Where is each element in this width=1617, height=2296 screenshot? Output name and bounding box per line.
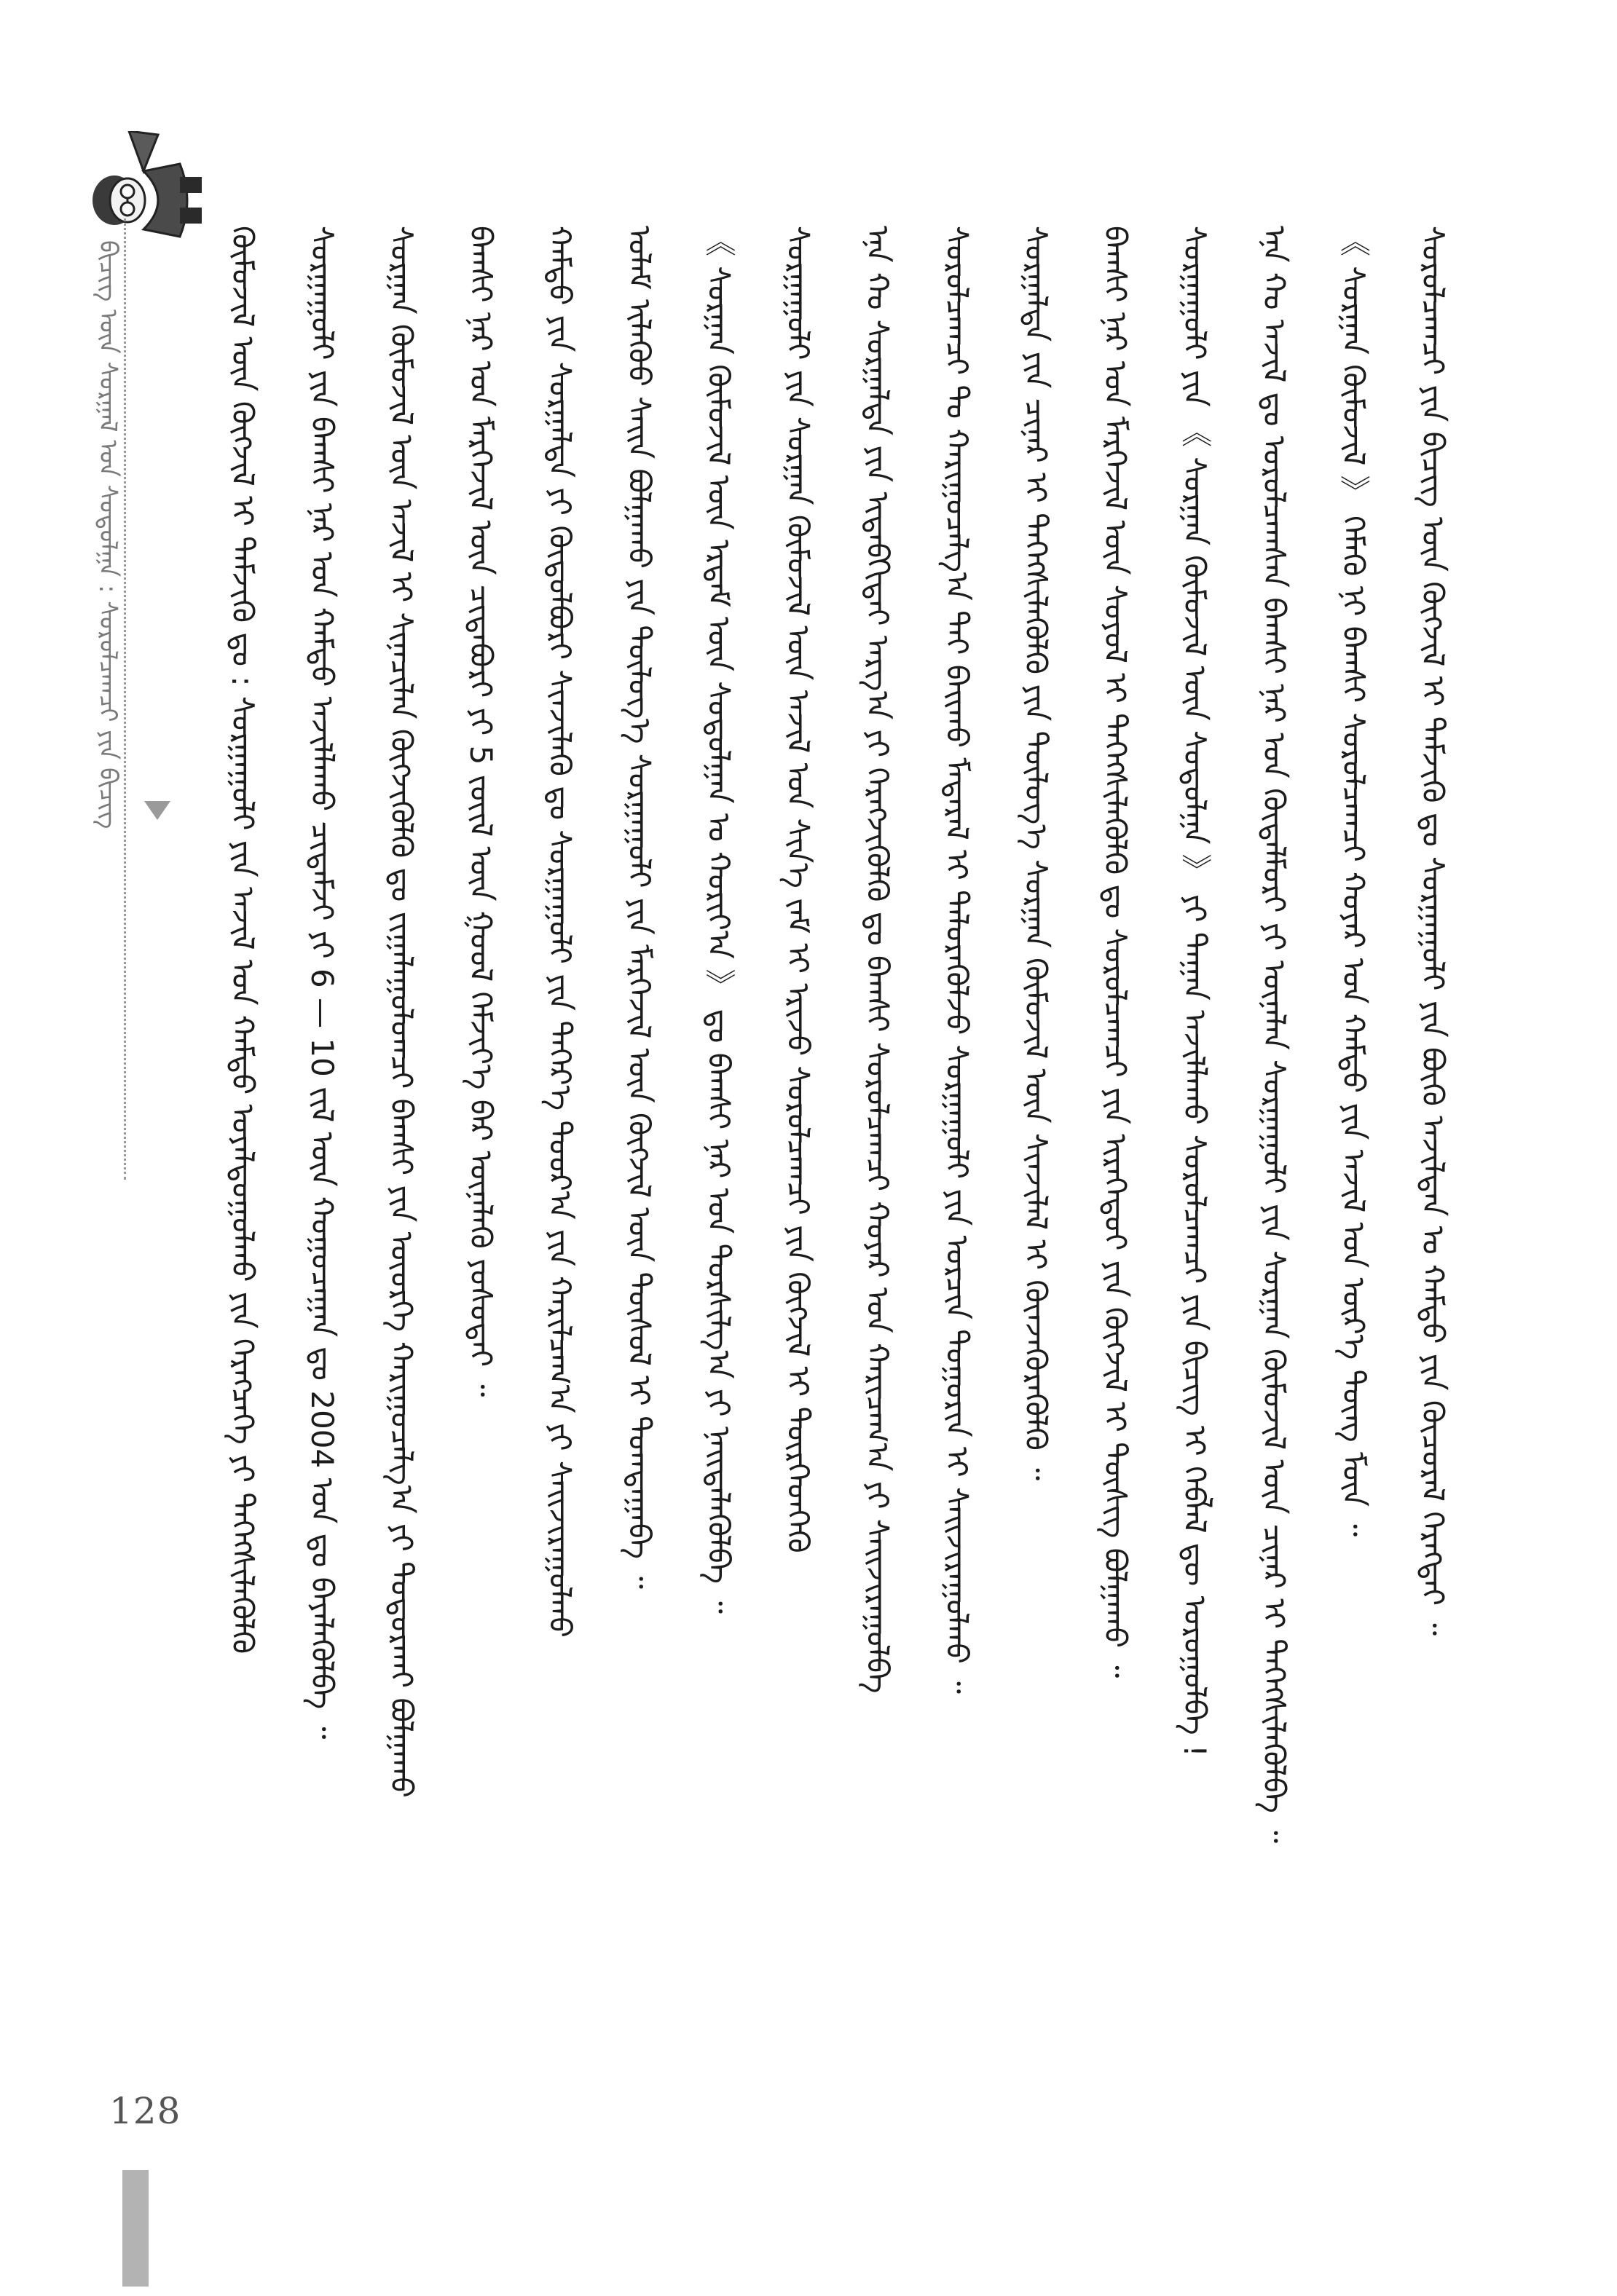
text-column: ᠰᠤᠷᠭᠠᠨ ᠬᠦᠮᠦᠵᠢᠯ ᠦᠨ ᠠᠵᠢᠯ ᠢ ᠰᠢᠨᠡᠴᠢᠯᠡᠨ ᠬᠥᠭᠵᠢᠭᠦᠯᠬᠦ ᠳᠤ ᠵᠢᠭᠠᠯᠠᠭᠤᠯᠤᠭᠴᠢ ᠪᠠᠭᠰᠢ ᠶᠢᠨ ᠦᠦᠷᠭᠡ ᠬᠠᠷᠢᠭᠤᠴᠠᠯᠭ᠎ᠠ ᠶᠢ ᠲᠣᠳᠣᠷᠬᠠᠶ ᠪᠣᠯᠭᠠᠬᠤ <box>383 226 420 1798</box>
text-column: 《 ᠰᠤᠷᠭᠠᠨ ᠬᠦᠮᠦᠵᠢᠯ ᠦᠨ ᠡᠷᠳᠡᠮ ᠦᠨ ᠰᠤᠳᠤᠯᠭᠠᠨ ᠤ ᠬᠣᠷᠢᠶ᠎ᠠ 》 ᠳᠤ ᠪᠠᠭᠰᠢ ᠨᠠᠷ ᠤᠨ ᠲᠤᠷᠰᠢᠯᠭ᠎ᠠ ᠶᠢ ᠨᠡᠢᠲᠡᠯᠡᠭᠦᠯᠪᠡ ᠃ <box>701 226 737 1614</box>
text-column: ᠰᠤᠷᠤᠯᠴᠠᠭᠴᠢ ᠶᠢᠨ ᠪᠢᠴᠢᠭ ᠦᠨ ᠬᠥᠭᠵᠢᠯ ᠢ ᠳᠡᠮᠵᠢᠬᠦ ᠳᠤ ᠰᠤᠷᠭᠠᠭᠤᠯᠢ ᠶᠢᠨ ᠪᠦᠬᠦ ᠠᠵᠢᠯᠲᠠᠨ ᠤ ᠬᠠᠮᠲᠤ ᠶᠢᠨ ᠬᠦᠴᠦᠷᠡᠯ ᠬᠡᠷᠡᠭᠲᠡᠢ ᠃ <box>1415 226 1451 1636</box>
page-edge-tab <box>122 2170 149 2287</box>
text-column: ᠡᠨᠡ ᠬᠤ ᠠᠵᠢᠯ ᠳᠤ ᠣᠷᠣᠯᠴᠠᠭᠰᠠᠨ ᠪᠠᠭᠰᠢ ᠨᠠᠷ ᠤᠨ ᠬᠥᠳᠡᠯᠮᠦᠷᠢ ᠶᠢ ᠦᠨᠡᠯᠡᠨ ᠰᠤᠷᠭᠠᠭᠤᠯᠢ ᠶᠢᠨ ᠰᠤᠷᠭᠠᠨ ᠬᠦᠮᠦᠵᠢᠯ ᠦᠨ ᠴᠢᠨᠠᠷ ᠢ ᠳᠡᠭᠡᠭᠰᠢᠯᠡᠭᠦᠯᠪᠡ ᠃ <box>1256 226 1292 1843</box>
text-column: ᠰᠤᠷᠭᠠᠭᠤᠯᠢ ᠶᠢᠨ ᠰᠤᠷᠭᠠᠨ ᠬᠦᠮᠦᠵᠢᠯ ᠦᠨ ᠠᠵᠢᠯ ᠤᠨ ᠰᠢᠨ᠎ᠡ ᠵᠠᠮ ᠢ ᠡᠷᠢᠵᠦ ᠰᠤᠷᠤᠯᠴᠠᠭᠴᠢ ᠶᠢᠨ ᠬᠥᠭᠵᠢᠯ ᠢ ᠲᠦᠷᠭᠡᠳᠭᠡᠬᠦ <box>780 226 817 1553</box>
text-column: ᠬᠠᠮᠲᠤ ᠶᠢᠨ ᠰᠤᠷᠭᠠᠯᠲᠠ ᠶᠢ ᠬᠥᠲᠦᠯᠪᠦᠷᠢ ᠰᠢᠨᠵᠢᠯᠡᠬᠦ ᠳᠤ ᠰᠤᠷᠭᠠᠭᠤᠯᠢ ᠶᠢᠨ ᠳᠡᠭᠡᠷ᠎ᠡ ᠳᠣᠣᠷ᠎ᠠ ᠶᠢᠨ ᠬᠠᠷᠢᠯᠴᠠᠭ᠎ᠠ ᠶᠢ ᠰᠠᠢᠵᠢᠷᠠᠭᠤᠯᠬᠤ <box>542 226 578 1638</box>
text-column: ᠬᠦᠮᠦᠵᠢᠯ ᠦᠨ ᠬᠥᠭᠵᠢᠯ ᠢ ᠳᠡᠮᠵᠢᠬᠦ ᠳᠤ : ᠰᠤᠷᠭᠠᠭᠤᠯᠢ ᠶᠢᠨ ᠠᠵᠢᠯ ᠤᠨ ᠬᠠᠮᠲᠤ ᠤᠶᠠᠯᠳᠤᠭᠤᠯᠬᠤ ᠶᠢᠨ ᠬᠡᠷᠡᠭᠴᠡᠭᠡ ᠶᠢ ᠳᠡᠭᠡᠭᠰᠢᠯᠡᠭᠦᠯᠬᠦ <box>225 226 261 1654</box>
text-column: ᠪᠠᠭᠰᠢ ᠨᠠᠷ ᠤᠨ ᠮᠡᠷᠭᠡᠵᠢᠯ ᠦᠨ ᠰᠣᠶᠣᠯ ᠢ ᠳᠡᠭᠡᠭᠰᠢᠯᠡᠭᠦᠯᠬᠦ ᠳᠤ ᠰᠤᠷᠤᠯᠴᠠᠭᠴᠢ ᠶᠢᠨ ᠢᠷᠡᠭᠡᠳᠦᠢ ᠶᠢᠨ ᠬᠥᠭᠵᠢᠯ ᠢ ᠲᠦᠰᠢᠭ ᠪᠣᠯᠭᠠᠬᠤ ᠃ <box>1098 226 1134 1678</box>
body-text <box>219 226 1457 2119</box>
running-header: ᠪᠢᠴᠢᠭ᠌ ᠦᠨ ᠰᠤᠷᠭᠠᠯ ᠤᠨ ᠰᠤᠳᠤᠯᠭᠠ : ᠰᠤᠷᠤᠯᠴᠠᠭᠴᠢ ᠶᠢᠨ ᠪᠢᠴᠢᠭ <box>93 240 122 829</box>
text-column: 《 ᠰᠤᠷᠭᠠᠨ ᠬᠦᠮᠦᠵᠢᠯ 》 ᠬᠡᠮᠡᠬᠦ ᠨᠢ ᠪᠠᠭᠰᠢ ᠰᠤᠷᠤᠯᠴᠠᠭᠴᠢ ᠬᠣᠶᠠᠷ ᠤᠨ ᠬᠠᠮᠲᠤ ᠶᠢᠨ ᠠᠵᠢᠯ ᠤᠨ ᠦᠷ᠎ᠡ ᠳᠦᠩ ᠮᠥᠨ ᠃ <box>1335 226 1372 1536</box>
text-column: ᠡᠨᠡ ᠬᠤ ᠰᠤᠷᠭᠠᠯᠲᠠ ᠶᠢᠨ ᠢᠳᠡᠪᠬᠢᠲᠡᠢ ᠠᠷᠭ᠎ᠠ ᠶᠢ ᠬᠡᠷᠡᠭᠵᠢᠭᠦᠯᠬᠦ ᠳᠤ ᠪᠠᠭᠰᠢ ᠰᠤᠷᠤᠯᠴᠠᠭᠴᠢ ᠬᠣᠶᠠᠷ ᠤᠨ ᠬᠠᠷᠢᠴᠠᠭ᠎ᠠ ᠶᠢ ᠰᠠᠢᠵᠢᠷᠠᠭᠤᠯᠪᠠ <box>859 226 896 1694</box>
text-column: ᠰᠤᠷᠭᠠᠯᠲᠠ ᠶᠢᠨ ᠴᠢᠨᠠᠷ ᠢ ᠳᠡᠭᠡᠭᠰᠢᠯᠡᠭᠦᠯᠬᠦ ᠶᠢᠨ ᠲᠥᠯᠥᠭ᠎ᠡ ᠰᠤᠷᠭᠠᠨ ᠬᠦᠮᠦᠵᠢᠯ ᠦᠨ ᠰᠢᠨᠵᠢᠯᠡᠯ ᠢ ᠭᠦᠨᠵᠡᠭᠦᠷᠡᠭᠦᠯᠬᠦ ᠃ <box>1018 226 1055 1480</box>
text-column: ᠰᠤᠷᠭᠠᠭᠤᠯᠢ ᠶᠢᠨ 《 ᠰᠤᠷᠭᠠᠨ ᠬᠦᠮᠦᠵᠢᠯ ᠦᠨ ᠰᠤᠳᠤᠯᠭᠠ 》 ᠶᠢ ᠳᠠᠭᠠᠨ ᠠᠵᠢᠯᠯᠠᠬᠤ ᠰᠤᠷᠤᠯᠴᠠᠭᠴᠢ ᠶᠢᠨ ᠪᠢᠴᠢᠭ ᠢ ᠬᠡᠪᠯᠡᠯ ᠳᠦ ᠣᠷᠣᠭᠤᠯᠪᠠ ! <box>1177 226 1213 1757</box>
text-column: ᠤᠯᠠᠮ ᠢᠯᠡᠭᠦᠦ ᠰᠠᠢᠨ ᠪᠣᠯᠭᠠᠬᠤ ᠶᠢᠨ ᠲᠥᠯᠥᠭ᠎ᠡ ᠰᠤᠷᠭᠠᠭᠤᠯᠢ ᠶᠢᠨ ᠮᠡᠷᠭᠡᠵᠢᠯ ᠦᠨ ᠬᠥᠭᠵᠢᠯ ᠦᠨ ᠲᠥᠰᠥᠯ ᠢ ᠲᠣᠭᠲᠠᠭᠠᠪᠠ ᠃ <box>621 226 658 1589</box>
triangle-arrow-icon <box>144 801 170 820</box>
text-column: ᠪᠠᠭᠰᠢ ᠨᠠᠷ ᠤᠨ ᠮᠡᠷᠭᠡᠵᠢᠯ ᠦᠨ ᠴᠢᠳᠠᠪᠤᠷᠢ ᠶᠢ 5 ᠵᠦᠢᠯ ᠦᠨ ᠭᠣᠣᠯ ᠬᠡᠮᠵᠢᠶ᠎ᠡ ᠪᠡᠷ ᠦᠨᠡᠯᠡᠬᠦ ᠶᠣᠰᠣᠲᠠᠢ ᠃ <box>463 226 499 1397</box>
text-column: ᠰᠤᠷᠤᠯᠴᠠᠭᠴᠢ ᠲᠤ ᠬᠠᠷᠢᠭᠤᠴᠠᠯᠭ᠎ᠠ ᠲᠠᠢ ᠪᠠᠢᠬᠤ ᠮᠡᠳᠡᠷᠡᠯ ᠢ ᠲᠡᠯᠦᠷᠡᠭᠦᠯᠵᠦ ᠰᠤᠷᠭᠠᠭᠤᠯᠢ ᠶᠢᠨ ᠣᠷᠴᠢᠨ ᠲᠣᠭᠣᠷᠢᠨ ᠢ ᠰᠠᠢᠵᠢᠷᠠᠭᠤᠯᠬᠤ ᠃ <box>939 226 975 1694</box>
text-column: ᠰᠤᠷᠭᠠᠭᠤᠯᠢ ᠶᠢᠨ ᠪᠠᠭᠰᠢ ᠨᠠᠷ ᠤᠨ ᠬᠠᠮᠲᠤ ᠠᠵᠢᠯᠯᠠᠬᠤ ᠴᠢᠳᠠᠮᠵᠢ ᠶᠢ 6 — 10 ᠵᠢᠯ ᠦᠨ ᠬᠤᠭᠤᠴᠠᠭᠠᠨ ᠳᠤ 2004 ᠣᠨ ᠳᠤ ᠪᠡᠶᠡᠯᠡᠭᠦᠯᠪᠡ ᠃ <box>304 226 340 1740</box>
page-number: 128 <box>109 2090 181 2132</box>
mascot-illustration <box>60 131 220 269</box>
